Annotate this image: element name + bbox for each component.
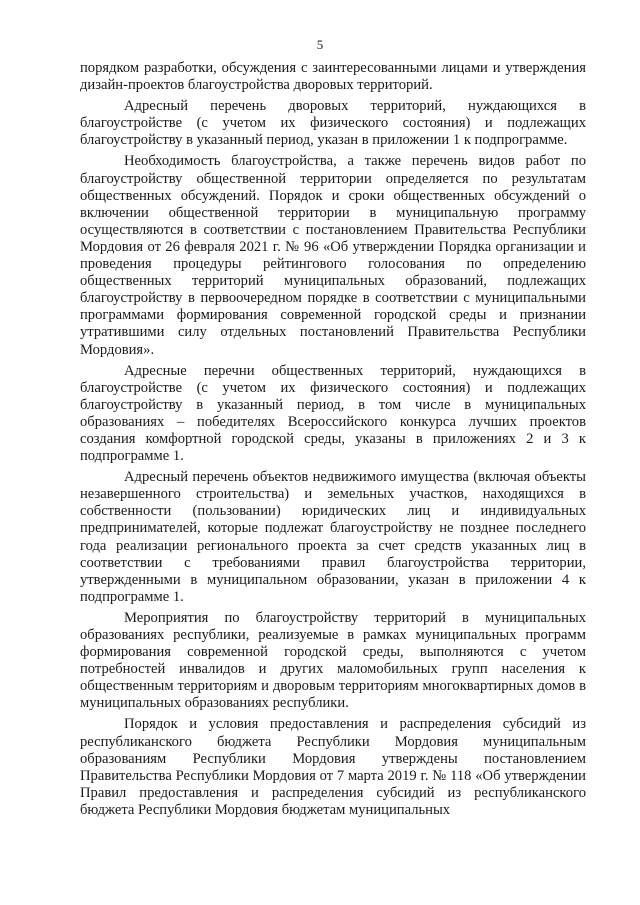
paragraph-public-territories-list: Адресные перечни общественных территорий, нуждающихся в благоустройстве (с учетом их физического состояния) и подлежащих благоустройству в указанный период, в том числе в муниципальных образованиях – победителях Всероссийского конкурса лучших проектов создания комфортной городской среды, указаны в приложениях 2 и 3 к подпрограмме 1. bbox=[80, 362, 586, 465]
paragraph-public-discussion: Необходимость благоустройства, а также перечень видов работ по благоустройству общественной территории определяется по результатам общественных обсуждений. Порядок и сроки общественных обсуждений о включении общественной территории в муниципальную программу осуществляются в соответствии с постановлением Правительства Республики Мордовия от 26 февраля 2021 г. № 96 «Об утверждении Порядка организации и проведения процедуры рейтингового голосования по определению общественных территорий муниципальных образований, подлежащих благоустройству в первоочередном порядке в соответствии с муниципальными программами формирования современной городской среды и признании утратившими силу отдельных постановлений Правительства Республики Мордовия». bbox=[80, 153, 586, 358]
document-body bbox=[80, 60, 586, 823]
page-number: 5 bbox=[316, 37, 324, 52]
paragraph-accessibility-measures: Мероприятия по благоустройству территорий в муниципальных образованиях республики, реализуемые в рамках муниципальных программ формирования современной городской среды, выполняются с учетом потребностей инвалидов и других маломобильных групп населения к общественным территориям и дворовым территориям многоквартирных домов в муниципальных образованиях республики. bbox=[80, 609, 586, 712]
paragraph-continuation: порядком разработки, обсуждения с заинтересованными лицами и утверждения дизайн-проектов благоустройства дворовых территорий. bbox=[80, 60, 586, 94]
paragraph-courtyard-list: Адресный перечень дворовых территорий, нуждающихся в благоустройстве (с учетом их физического состояния) и подлежащих благоустройству в указанный период, указан в приложении 1 к подпрограмме. bbox=[80, 98, 586, 149]
paragraph-subsidies: Порядок и условия предоставления и распределения субсидий из республиканского бюджета Республики Мордовия муниципальным образованиям Республики Мордовия утверждены постановлением Правительства Республики Мордовия от 7 марта 2019 г. № 118 «Об утверждении Правил предоставления и распределения субсидий из республиканского бюджета Республики Мордовия бюджетам муниципальных bbox=[80, 716, 586, 818]
paragraph-real-estate-list: Адресный перечень объектов недвижимого имущества (включая объекты незавершенного строительства) и земельных участков, находящихся в собственности (пользовании) юридических лиц и индивидуальных предпринимателей, которые подлежат благоустройству не позднее последнего года реализации регионального проекта за счет средств указанных лиц в соответствии с требованиями правил благоустройства территории, утвержденными в муниципальном образовании, указан в приложении 4 к подпрограмме 1. bbox=[80, 469, 586, 605]
